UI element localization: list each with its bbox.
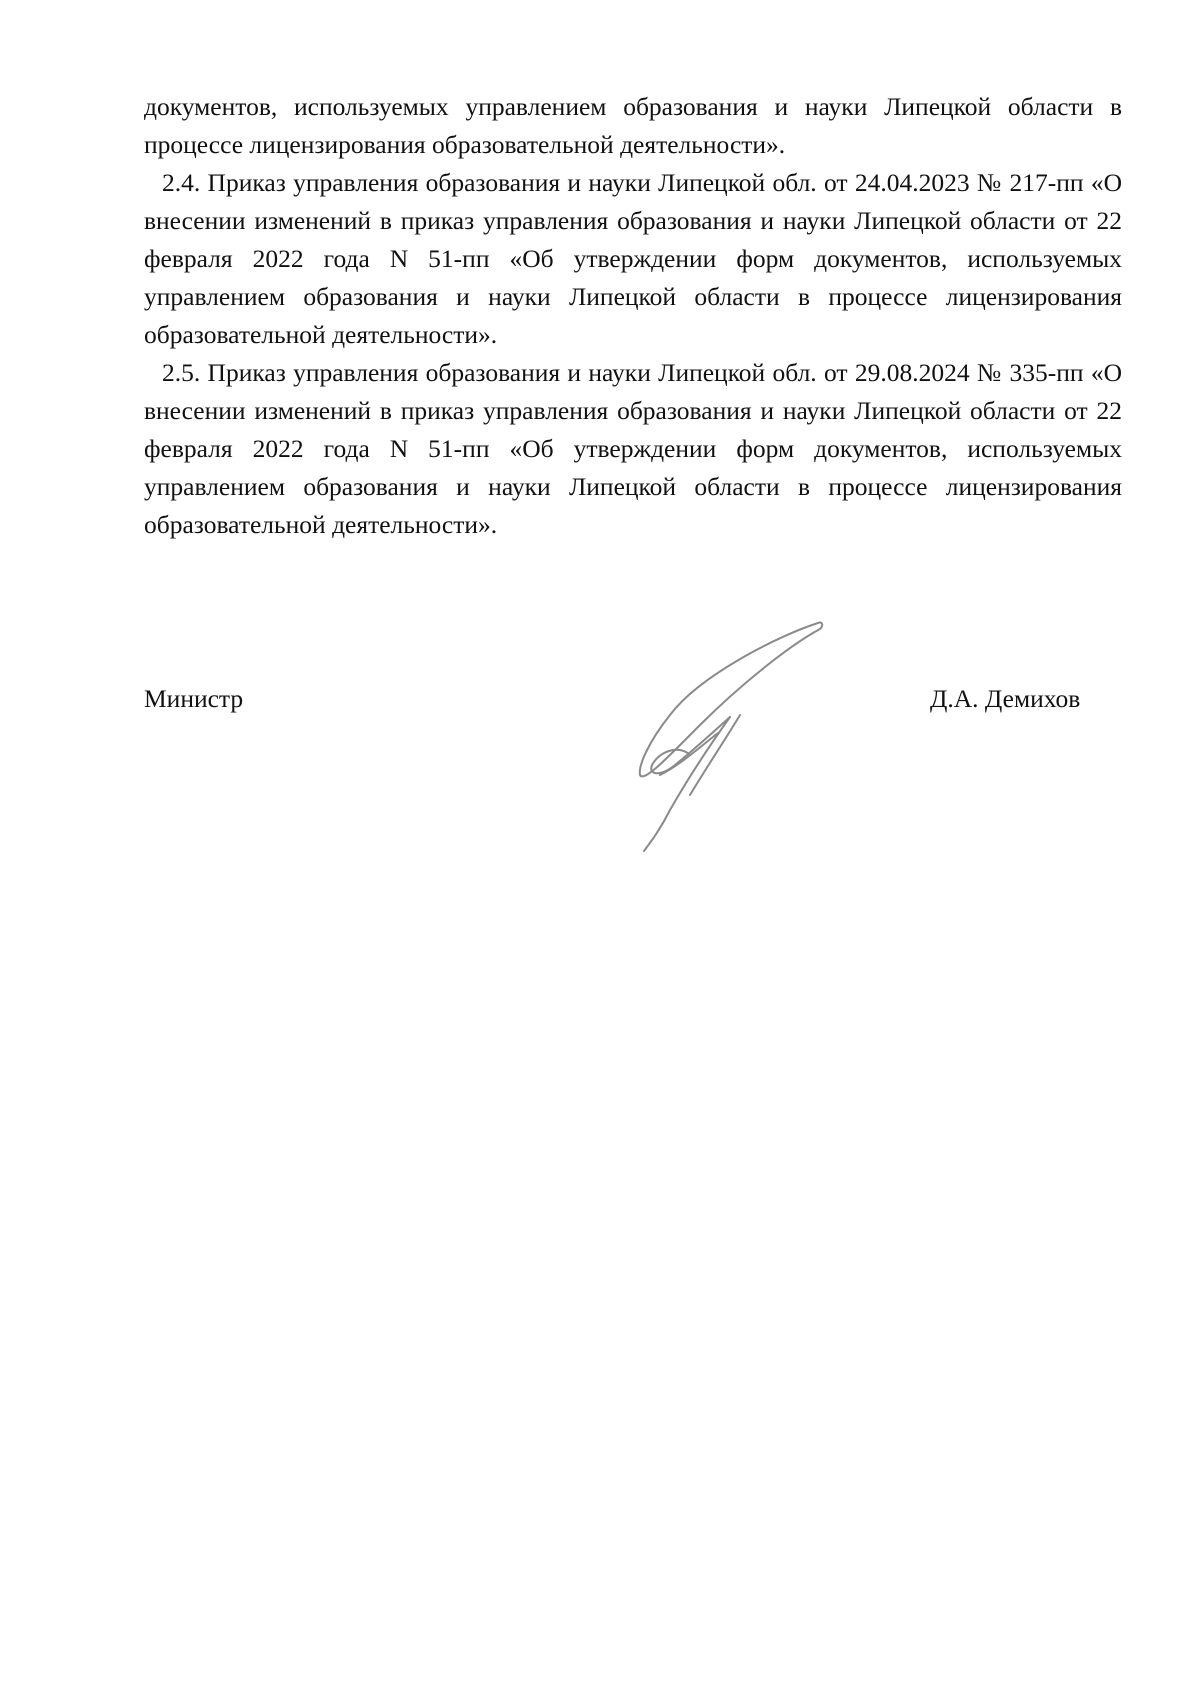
document-body xyxy=(144,88,1122,544)
paragraph-continuation: документов, используемых управлением образования и науки Липецкой области в процессе лицензирования образовательной деятельности». xyxy=(144,92,1122,159)
signer-name: Д.А. Демихов xyxy=(930,684,1081,713)
paragraph-item-2-4: 2.4. Приказ управления образования и науки Липецкой обл. от 24.04.2023 № 217-пп «О внесении изменений в приказ управления образования и науки Липецкой области от 22 февраля 2022 года N 51-пп «Об утверждении форм документов, используемых управлением образования и науки Липецкой области в процессе лицензирования образовательной деятельности». xyxy=(144,168,1122,349)
signer-position: Министр xyxy=(144,684,244,713)
paragraph-item-2-5: 2.5. Приказ управления образования и науки Липецкой обл. от 29.08.2024 № 335-пп «О внесении изменений в приказ управления образования и науки Липецкой области от 22 февраля 2022 года N 51-пп «Об утверждении форм документов, используемых управлением образования и науки Липецкой области в процессе лицензирования образовательной деятельности». xyxy=(144,358,1122,539)
handwritten-signature xyxy=(630,615,830,855)
